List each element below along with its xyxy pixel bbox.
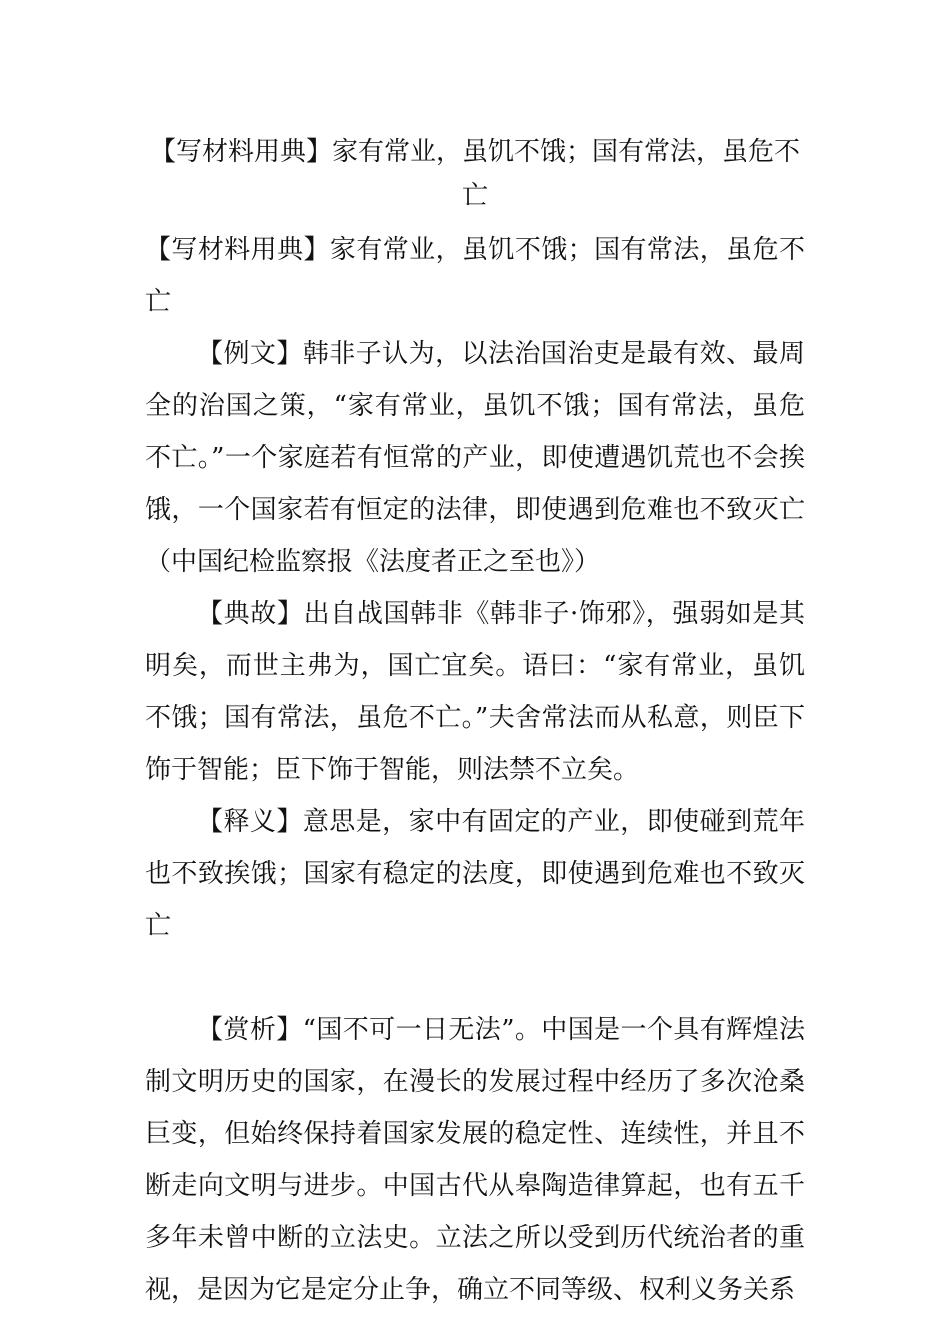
example-paragraph: 【例文】韩非子认为，以法治国治吏是最有效、最周全的治国之策，“家有常业，虽饥不饿；国有常法，虽危不亡。”一个家庭若有恒常的产业，即使遭遇饥荒也不会挨饿，一个国家若有恒定的法律，即使遇到危难也不致灭亡（中国纪检监察报《法度者正之至也》） — [145, 339, 805, 577]
document-body — [145, 224, 805, 1316]
allusion-paragraph: 【典故】出自战国韩非《韩非子·饰邪》，强弱如是其明矣，而世主弗为，国亡宜矣。语曰：“家有常业，虽饥不饿；国有常法，虽危不亡。”夫舍常法而从私意，则臣下饰于智能；臣下饰于智能，则法禁不立矣。 — [145, 599, 805, 785]
analysis-paragraph: 【赏析】“国不可一日无法”。中国是一个具有辉煌法制文明历史的国家，在漫长的发展过程中经历了多次沧桑巨变，但始终保持着国家发展的稳定性、连续性，并且不断走向文明与进步。中国古代从皋陶造律算起，也有五千多年未曾中断的立法史。立法之所以受到历代统治者的重视，是因为它是定分止争，确立不同等级、权利义务关系 — [145, 1015, 805, 1305]
page-title: 【写材料用典】家有常业，虽饥不饿；国有常法，虽危不亡 — [150, 137, 801, 211]
repeated-heading: 【写材料用典】家有常业，虽饥不饿；国有常法，虽危不亡 — [145, 235, 805, 317]
paragraph-spacer — [145, 952, 805, 1004]
meaning-paragraph: 【释义】意思是，家中有固定的产业，即使碰到荒年也不致挨饿；国家有稳定的法度，即使遇到危难也不致灭亡 — [145, 807, 805, 941]
